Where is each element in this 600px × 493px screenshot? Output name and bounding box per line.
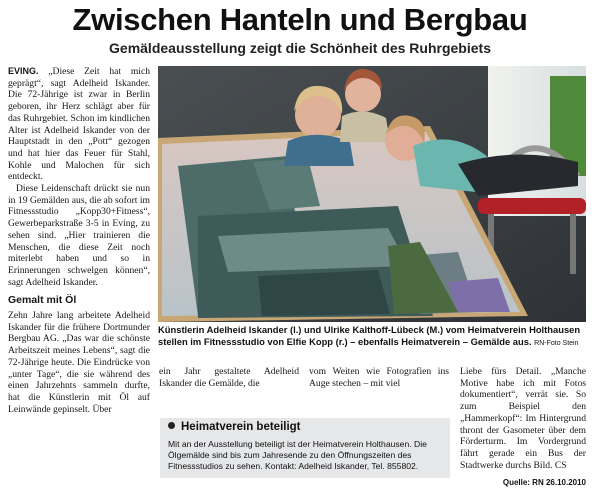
article-column-right	[460, 366, 586, 471]
article-column-left	[8, 66, 150, 415]
article-column-mid-2	[309, 366, 449, 389]
caption-text: Künstlerin Adelheid Iskander (l.) und Ulrike Kalthoff-Lübeck (M.) vom Heimatverein Holthausen stellen im Fitnessstudio von Elfie Kopp (r.) – ebenfalls Heimatverein – Gemälde aus.	[158, 324, 581, 347]
headline: Zwischen Hanteln und Bergbau	[72, 2, 528, 37]
mid2-text: vom Weiten wie Fotografien ins Auge stechen – mit viel	[309, 366, 449, 389]
mid1-text: ein Jahr gestaltete Adelheid Iskander die Gemälde, die	[159, 366, 299, 389]
photo-credit: RN-Foto Stein	[534, 340, 579, 347]
info-box-body: Mit an der Ausstellung beteiligt ist der Heimatverein Holthausen. Die Ölgemälde sind bis zum Jahresende zu den Öffnungszeiten des Fitnessstudios zu sehen. Kontakt: Adelheid Iskander, Tel. 855802.	[168, 439, 427, 472]
photo-caption	[158, 324, 586, 350]
lead-paragraph: „Diese Zeit hat mich geprägt“, sagt Adelheid Iskander. Die 72-Jährige ist zwar in Berlin geboren, ihr Herz schlägt aber für das Ruhrgebiet. Schon im kindlichen Alter ist Adelheid Iskander von der Hauptstadt in den „Pott“ gezogen und hat hier das Feuer für Stahl, Kohle und Malochen für sich entdeckt.	[8, 66, 150, 183]
info-box-title: Heimatverein beteiligt	[181, 421, 301, 433]
subheadline: Gemäldeausstellung zeigt die Schönheit des Ruhrgebiets	[109, 40, 491, 56]
paragraph-3: Zehn Jahre lang arbeitete Adelheid Iskander für die frühere Dortmunder Bergbau AG. „Das war die schönste Arbeitszeit meines Lebens“, sagt die 72-Jährige heute. Die Eindrücke von „unter Tage“, die sie während des einen Jahrzehnts sammeln durfte, hat die Künstlerin mit Öl auf Leinwände gepinselt. Über	[8, 310, 150, 415]
source-line: Quelle: RN 26.10.2010	[502, 478, 586, 487]
bullet-dot-icon	[168, 422, 175, 429]
photo-illustration	[158, 66, 586, 322]
dateline: EVING.	[8, 66, 39, 76]
article-column-mid-1	[159, 366, 299, 389]
paragraph-2: Diese Leidenschaft drückt sie nun in 19 Gemälden aus, die ab sofort im Fitnessstudio „Kopp30+Fitness“, Gewerbeparkstraße 3-5 in Eving, zu sehen sind. „Hier trainieren die Menschen, die diese Zeit noch miterlebt haben und so in Erinnerungen schwelgen können“, sagt Adelheid Iskander.	[8, 183, 150, 288]
info-box	[160, 418, 450, 478]
info-box-heading	[168, 421, 301, 433]
bench-seat	[478, 198, 586, 214]
section-subtitle: Gemalt mit Öl	[8, 294, 77, 307]
article-photo	[158, 66, 586, 322]
right-text: Liebe fürs Detail. „Manche Motive habe ich mit Fotos dokumentiert“, verrät sie. So zum Beispiel den „Hammerkopf“: Im Hintergrund thront der Gasometer über dem Förderturm. Im Vordergrund fährt gerade ein Bus der Stadtwerke durchs Bild. CS	[460, 366, 586, 471]
